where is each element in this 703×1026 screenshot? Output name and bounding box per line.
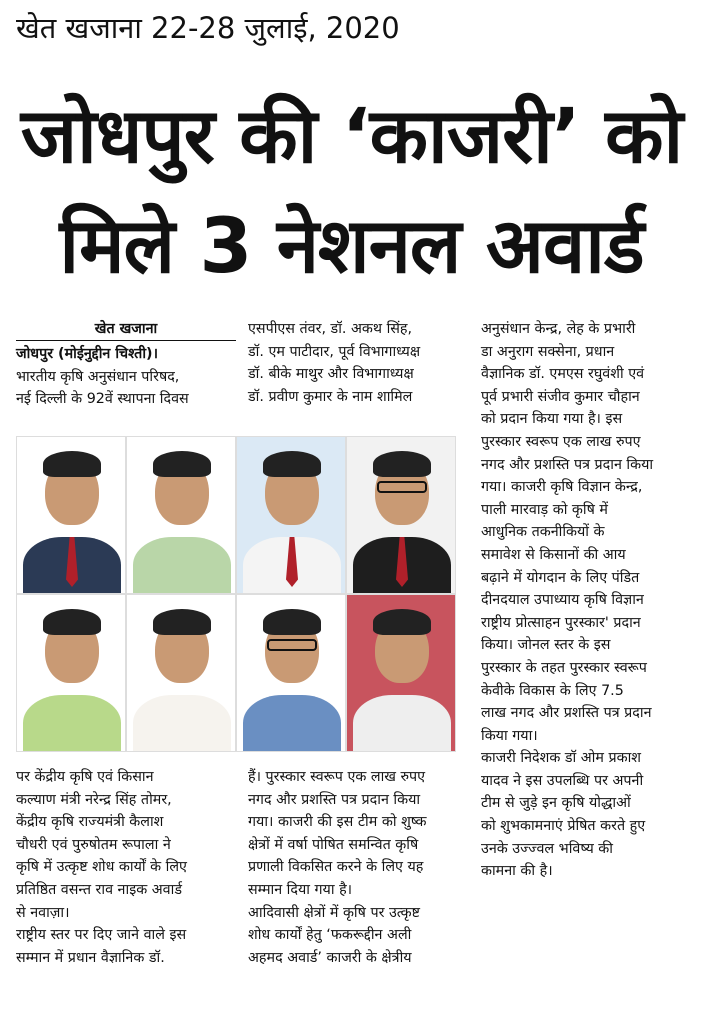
article-line: बढ़ाने में योगदान के लिए पंडित xyxy=(481,569,640,586)
column-2-top xyxy=(248,318,464,408)
portrait-hair xyxy=(43,451,101,477)
portrait-glasses xyxy=(267,639,317,651)
portrait-hair xyxy=(153,451,211,477)
date-line: खेत खजाना 22-28 जुलाई, 2020 xyxy=(16,11,400,45)
article-line: पाली मारवाड़ को कृषि में xyxy=(481,501,608,518)
article-line: एसपीएस तंवर, डॉ. अकथ सिंह, xyxy=(248,321,413,337)
article-line: टीम से जुड़े इन कृषि योद्धाओं xyxy=(481,795,631,812)
portrait-photo xyxy=(346,436,456,594)
article-line: डॉ. प्रवीण कुमार के नाम शामिल xyxy=(248,388,413,405)
article-line: गया। काजरी की इस टीम को शुष्क xyxy=(248,814,427,831)
portrait-photo xyxy=(236,436,346,594)
portrait-photo xyxy=(126,594,236,752)
article-line: डा अनुराग सक्सेना, प्रधान xyxy=(481,343,615,360)
article-line: पर केंद्रीय कृषि एवं किसान xyxy=(16,769,154,785)
article-line: डॉ. एम पाटीदार, पूर्व विभागाध्यक्ष xyxy=(248,343,421,360)
portrait-hair xyxy=(153,609,211,635)
headline-line-1: जोधपुर की ‘काजरी’ को xyxy=(20,91,683,180)
article-line: आधुनिक तकनीकियों के xyxy=(481,524,605,541)
article-line: गया। काजरी कृषि विज्ञान केन्द्र, xyxy=(481,479,643,496)
article-line: प्रणाली विकसित करने के लिए यह xyxy=(248,859,424,876)
column-3 xyxy=(481,318,695,883)
article-line: नगद और प्रशस्ति पत्र प्रदान किया xyxy=(481,456,654,473)
article-line: उनके उज्ज्वल भविष्य की xyxy=(481,840,613,857)
portrait-photo xyxy=(236,594,346,752)
article-line: कामना की है। xyxy=(481,863,553,880)
article-line: राष्ट्रीय स्तर पर दिए जाने वाले इस xyxy=(16,927,187,944)
photo-grid xyxy=(16,436,456,752)
byline: खेत खजाना xyxy=(16,318,236,341)
portrait-glasses xyxy=(377,481,427,493)
article-line: क्षेत्रों में वर्षा पोषित समन्वित कृषि xyxy=(248,836,419,853)
article-line: अहमद अवार्ड’ काजरी के क्षेत्रीय xyxy=(248,949,412,966)
column-1-top xyxy=(16,318,236,411)
portrait-hair xyxy=(263,451,321,477)
article-line: समावेश से किसानों की आय xyxy=(481,546,626,563)
article-line: भारतीय कृषि अनुसंधान परिषद, xyxy=(16,368,180,385)
article-line: काजरी निदेशक डॉ ओम प्रकाश xyxy=(481,750,642,767)
article-line: किया गया। xyxy=(481,727,538,744)
article-line: अनुसंधान केन्द्र, लेह के प्रभारी xyxy=(481,321,636,337)
portrait-shirt xyxy=(23,695,121,752)
article-line: सम्मान दिया गया है। xyxy=(248,881,353,898)
article-line: कृषि में उत्कृष्ट शोध कार्यों के लिए xyxy=(16,859,187,876)
column-1-bottom xyxy=(16,766,236,969)
portrait-photo xyxy=(16,594,126,752)
article-line: नगद और प्रशस्ति पत्र प्रदान किया xyxy=(248,791,421,808)
article-line: नई दिल्ली के 92वें स्थापना दिवस xyxy=(16,391,189,408)
article-line: दीनदयाल उपाध्याय कृषि विज्ञान xyxy=(481,592,644,609)
article-line: को प्रदान किया गया है। इस xyxy=(481,411,623,428)
article-line: हैं। पुरस्कार स्वरूप एक लाख रुपए xyxy=(248,769,426,785)
article-line: लाख नगद और प्रशस्ति पत्र प्रदान xyxy=(481,705,652,722)
portrait-hair xyxy=(43,609,101,635)
article-line: को शुभकामनाएं प्रेषित करते हुए xyxy=(481,818,646,835)
article-line: पुरस्कार स्वरूप एक लाख रुपए xyxy=(481,433,641,450)
article-line: पुरस्कार के तहत पुरस्कार स्वरूप xyxy=(481,659,647,676)
portrait-shirt xyxy=(353,695,451,752)
article-line: वैज्ञानिक डॉ. एमएस रघुवंशी एवं xyxy=(481,366,645,383)
article-line: से नवाज़ा। xyxy=(16,904,70,921)
article-line: डॉ. बीके माथुर और विभागाध्यक्ष xyxy=(248,366,414,383)
article-line: सम्मान में प्रधान वैज्ञानिक डॉ. xyxy=(16,949,165,966)
dateline: जोधपुर (मोईनुद्दीन चिश्ती)। xyxy=(16,346,158,362)
article-line: राष्ट्रीय प्रोत्साहन पुरस्कार' प्रदान xyxy=(481,614,641,631)
article-line: प्रतिष्ठित वसन्त राव नाइक अवार्ड xyxy=(16,881,182,898)
column-2-bottom xyxy=(248,766,464,969)
portrait-photo xyxy=(126,436,236,594)
article-line: किया। जोनल स्तर के इस xyxy=(481,637,611,654)
headline-line-2: मिले 3 नेशनल अवार्ड xyxy=(59,201,644,290)
article-line: आदिवासी क्षेत्रों में कृषि पर उत्कृष्ट xyxy=(248,904,420,921)
article-line: चौधरी एवं पुरुषोतम रूपाला ने xyxy=(16,836,171,853)
portrait-hair xyxy=(373,451,431,477)
article-line: पूर्व प्रभारी संजीव कुमार चौहान xyxy=(481,388,640,405)
portrait-shirt xyxy=(133,537,231,594)
article-line: केंद्रीय कृषि राज्यमंत्री कैलाश xyxy=(16,814,164,831)
portrait-shirt xyxy=(133,695,231,752)
article-line: शोध कार्यों हेतु ‘फकरूद्दीन अली xyxy=(248,927,412,944)
portrait-photo xyxy=(16,436,126,594)
article-line: यादव ने इस उपलब्धि पर अपनी xyxy=(481,772,644,789)
portrait-shirt xyxy=(243,695,341,752)
portrait-hair xyxy=(373,609,431,635)
portrait-photo xyxy=(346,594,456,752)
portrait-hair xyxy=(263,609,321,635)
article-line: कल्याण मंत्री नरेन्द्र सिंह तोमर, xyxy=(16,791,172,808)
article-line: केवीके विकास के लिए 7.5 xyxy=(481,682,624,699)
